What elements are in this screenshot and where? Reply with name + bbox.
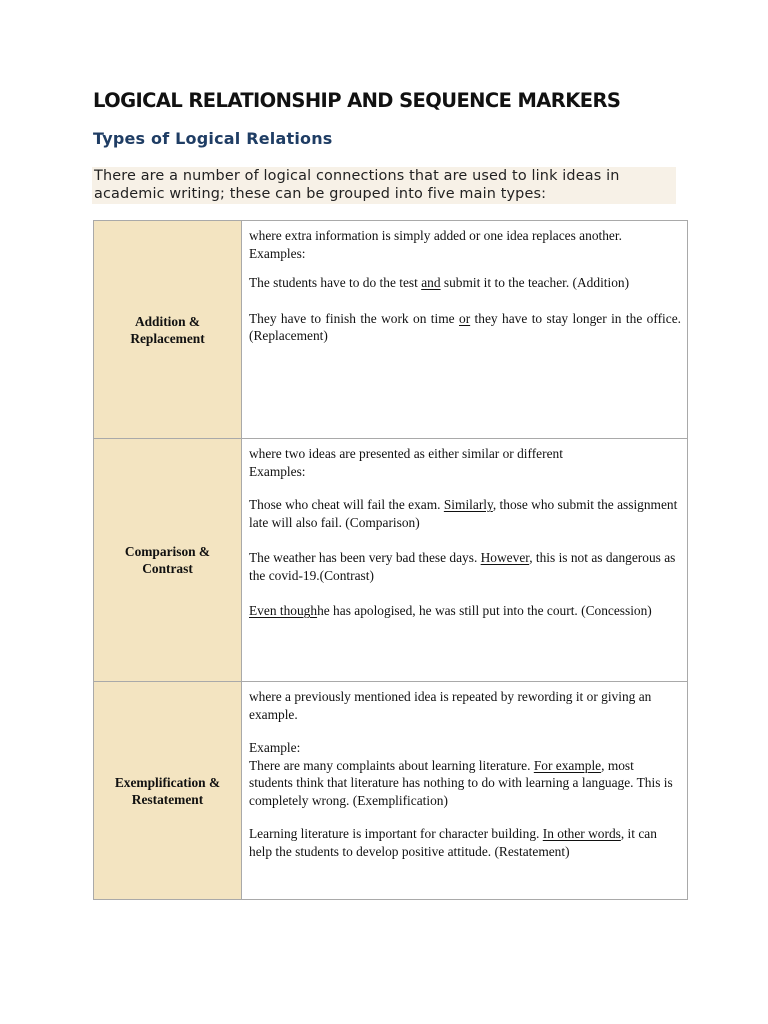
relation-type-line-2: Contrast — [142, 561, 193, 576]
example-text: submit it to the teacher. (Addition) — [440, 275, 630, 290]
example-sentence — [249, 602, 681, 620]
example-text: The students have to do the test — [249, 275, 422, 290]
example-text: Learning literature is important for character building. — [249, 826, 543, 841]
examples-label: Example: — [249, 740, 301, 755]
example-text: They have to finish the work on time — [249, 310, 459, 326]
examples-label: Examples: — [249, 463, 306, 479]
relation-definition: where a previously mentioned idea is repeated by rewording it or giving an example. — [249, 689, 652, 722]
example-sentence — [249, 757, 681, 810]
relation-type-line-1: Comparison & — [124, 544, 211, 559]
relation-description-cell — [242, 682, 688, 900]
relation-type-cell — [94, 439, 242, 682]
example-text: , most students think that literature has nothing to do with learning a language. This is completely wrong. (Exemplification) — [249, 757, 673, 808]
example-text: , it can help the students to develop positive attitude. (Restatement) — [249, 826, 657, 859]
marker-word: For example — [533, 757, 602, 773]
relation-type-cell — [94, 682, 242, 900]
marker-word: or — [459, 310, 471, 326]
marker-word: Even though — [249, 603, 318, 618]
table-row-comparison-contrast — [94, 439, 688, 682]
document-title: LOGICAL RELATIONSHIP AND SEQUENCE MARKERS — [93, 89, 621, 112]
logical-relations-table — [93, 220, 688, 900]
example-text: , those who submit the assignment late will also fail. (Comparison) — [249, 497, 678, 530]
example-sentence — [249, 310, 681, 345]
example-text: The weather has been very bad these days. — [249, 550, 481, 565]
table-row-exemplification-restatement — [94, 682, 688, 900]
relation-type-line-1: Addition & — [134, 313, 201, 329]
example-sentence — [249, 496, 681, 531]
intro-paragraph — [92, 167, 676, 204]
intro-line-1: There are a number of logical connections that are used to link ideas in — [94, 168, 620, 184]
marker-word: Similarly — [443, 497, 493, 512]
marker-word: However — [480, 550, 530, 565]
example-text: they have to stay longer in the office. (Replacement) — [249, 310, 681, 343]
relation-type-line-2: Replacement — [130, 330, 205, 346]
example-text: , this is not as dangerous as the covid-19.(Contrast) — [249, 550, 676, 583]
relation-type-cell — [94, 221, 242, 439]
intro-line-2: academic writing; these can be grouped into five main types: — [94, 186, 547, 202]
relation-definition: where extra information is simply added or one idea replaces another. — [249, 228, 622, 243]
section-subtitle: Types of Logical Relations — [93, 129, 333, 148]
example-text: There are many complaints about learning literature. — [249, 757, 534, 773]
example-sentence — [249, 825, 681, 860]
marker-word: and — [421, 275, 441, 290]
example-text: Those who cheat will fail the exam. — [249, 497, 444, 512]
relation-description-cell — [242, 439, 688, 682]
relation-description-cell — [242, 221, 688, 439]
marker-word: In other words — [542, 826, 621, 841]
relation-type-line-1: Exemplification & — [114, 774, 221, 790]
relation-definition: where two ideas are presented as either similar or different — [249, 446, 563, 461]
example-sentence — [249, 274, 681, 292]
example-sentence — [249, 549, 681, 584]
relation-type-line-2: Restatement — [131, 791, 204, 807]
examples-label: Examples: — [249, 245, 306, 261]
table-row-addition-replacement — [94, 221, 688, 439]
example-text: he has apologised, he was still put into the court. (Concession) — [317, 603, 652, 618]
